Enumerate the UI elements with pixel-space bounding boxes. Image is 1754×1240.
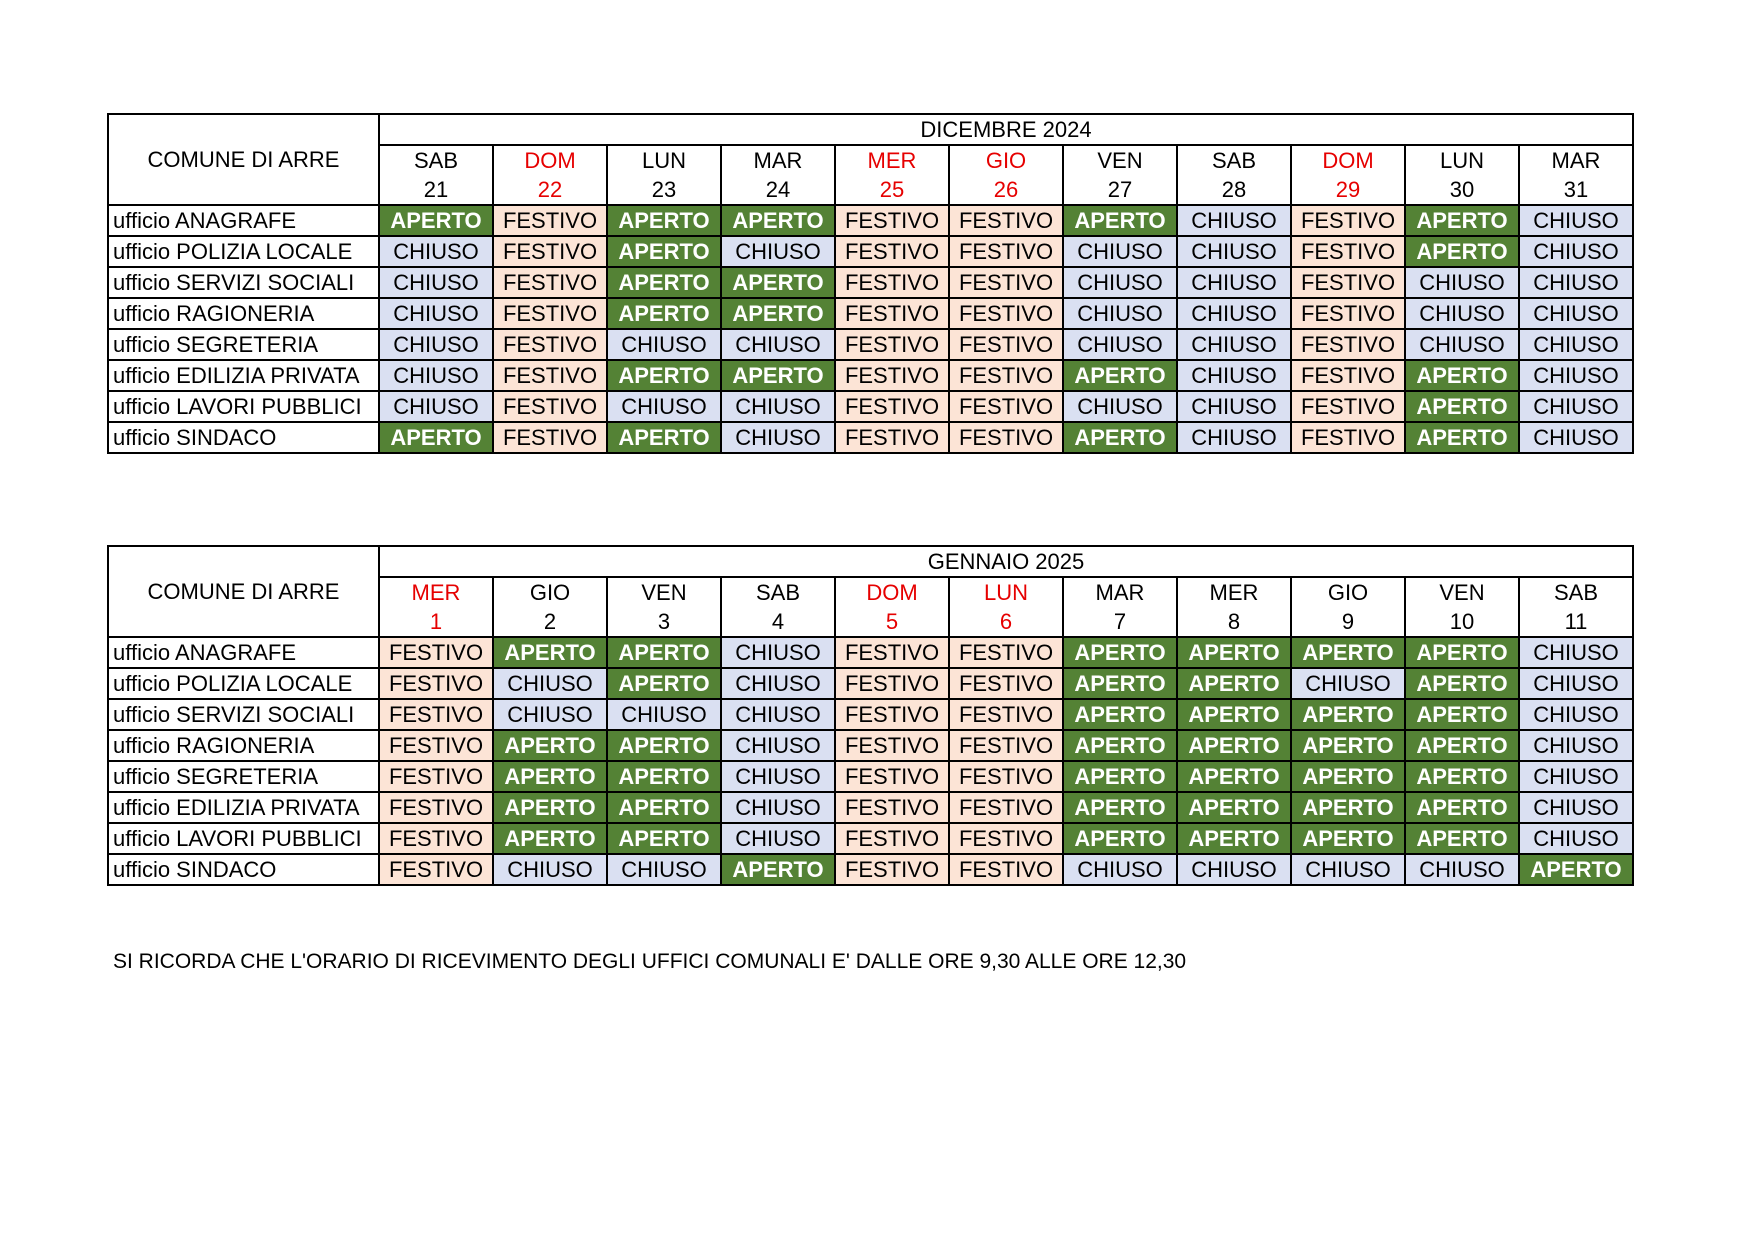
status-cell: FESTIVO [835,205,949,236]
office-name: ufficio SERVIZI SOCIALI [108,699,379,730]
status-cell: CHIUSO [1405,329,1519,360]
status-cell: CHIUSO [607,391,721,422]
status-cell: APERTO [1291,761,1405,792]
status-cell: CHIUSO [1177,391,1291,422]
schedule-table-january [107,545,1634,886]
status-cell: FESTIVO [493,205,607,236]
status-cell: APERTO [1405,205,1519,236]
status-cell: APERTO [1177,730,1291,761]
status-cell: APERTO [1063,668,1177,699]
day-number: 24 [721,175,835,205]
status-cell: FESTIVO [835,267,949,298]
status-cell: APERTO [1405,360,1519,391]
status-cell: CHIUSO [721,668,835,699]
day-name: MER [379,577,493,607]
status-cell: FESTIVO [949,823,1063,854]
day-number: 6 [949,607,1063,637]
status-cell: CHIUSO [1519,668,1633,699]
status-cell: CHIUSO [1519,422,1633,453]
status-cell: CHIUSO [1177,267,1291,298]
status-cell: APERTO [721,298,835,329]
status-cell: FESTIVO [1291,391,1405,422]
municipality-label: COMUNE DI ARRE [108,114,379,205]
status-cell: CHIUSO [493,668,607,699]
status-cell: CHIUSO [379,298,493,329]
status-cell: APERTO [493,792,607,823]
status-cell: FESTIVO [835,730,949,761]
status-cell: APERTO [721,854,835,885]
status-cell: FESTIVO [1291,267,1405,298]
status-cell: APERTO [1405,730,1519,761]
status-cell: APERTO [1405,236,1519,267]
status-cell: CHIUSO [1519,360,1633,391]
status-cell: FESTIVO [949,792,1063,823]
status-cell: APERTO [1063,205,1177,236]
status-cell: FESTIVO [1291,422,1405,453]
status-cell: APERTO [1405,699,1519,730]
day-name: MER [1177,577,1291,607]
status-cell: APERTO [1405,823,1519,854]
status-cell: APERTO [1291,637,1405,668]
day-number: 2 [493,607,607,637]
day-name: DOM [493,145,607,175]
month-header-row [108,546,1633,577]
day-name: SAB [1177,145,1291,175]
status-cell: CHIUSO [1519,792,1633,823]
day-number: 26 [949,175,1063,205]
status-cell: CHIUSO [721,823,835,854]
status-cell: APERTO [607,792,721,823]
status-cell: CHIUSO [1405,298,1519,329]
status-cell: APERTO [607,422,721,453]
day-number: 28 [1177,175,1291,205]
status-cell: APERTO [493,637,607,668]
status-cell: FESTIVO [949,360,1063,391]
day-number: 22 [493,175,607,205]
status-cell: FESTIVO [835,792,949,823]
status-cell: FESTIVO [949,854,1063,885]
office-name: ufficio ANAGRAFE [108,205,379,236]
status-cell: CHIUSO [1519,730,1633,761]
status-cell: FESTIVO [949,391,1063,422]
day-name: MAR [1519,145,1633,175]
month-title: DICEMBRE 2024 [379,114,1633,145]
status-cell: FESTIVO [949,637,1063,668]
status-cell: APERTO [1177,823,1291,854]
status-cell: CHIUSO [721,236,835,267]
status-cell: CHIUSO [493,854,607,885]
status-cell: FESTIVO [835,422,949,453]
status-cell: APERTO [1177,761,1291,792]
day-number: 8 [1177,607,1291,637]
status-cell: APERTO [721,360,835,391]
office-name: ufficio SERVIZI SOCIALI [108,267,379,298]
status-cell: APERTO [1405,792,1519,823]
status-cell: CHIUSO [607,329,721,360]
status-cell: FESTIVO [379,823,493,854]
status-cell: CHIUSO [1405,854,1519,885]
day-number: 9 [1291,607,1405,637]
status-cell: FESTIVO [949,205,1063,236]
status-cell: APERTO [607,668,721,699]
status-cell: CHIUSO [721,699,835,730]
status-cell: APERTO [1063,699,1177,730]
status-cell: APERTO [1063,422,1177,453]
day-name: GIO [1291,577,1405,607]
day-name: MAR [1063,577,1177,607]
status-cell: APERTO [607,360,721,391]
office-row [108,236,1633,267]
status-cell: CHIUSO [379,236,493,267]
status-cell: FESTIVO [1291,205,1405,236]
status-cell: CHIUSO [493,699,607,730]
month-header-row [108,114,1633,145]
status-cell: CHIUSO [721,730,835,761]
office-name: ufficio SINDACO [108,422,379,453]
status-cell: FESTIVO [493,267,607,298]
day-number: 7 [1063,607,1177,637]
status-cell: CHIUSO [1519,298,1633,329]
status-cell: APERTO [607,267,721,298]
status-cell: APERTO [1177,668,1291,699]
status-cell: FESTIVO [1291,360,1405,391]
status-cell: CHIUSO [1519,391,1633,422]
status-cell: APERTO [607,205,721,236]
status-cell: CHIUSO [1519,236,1633,267]
status-cell: APERTO [1291,730,1405,761]
status-cell: APERTO [1177,699,1291,730]
status-cell: CHIUSO [721,761,835,792]
status-cell: FESTIVO [835,699,949,730]
status-cell: FESTIVO [379,668,493,699]
status-cell: APERTO [607,637,721,668]
day-name: LUN [607,145,721,175]
footer-note: SI RICORDA CHE L'ORARIO DI RICEVIMENTO DEGLI UFFICI COMUNALI E' DALLE ORE 9,30 ALLE ORE 12,30 [113,950,1187,973]
office-row [108,637,1633,668]
status-cell: CHIUSO [1063,329,1177,360]
status-cell: FESTIVO [835,854,949,885]
day-number: 3 [607,607,721,637]
status-cell: CHIUSO [1405,267,1519,298]
status-cell: FESTIVO [1291,298,1405,329]
status-cell: FESTIVO [835,823,949,854]
status-cell: FESTIVO [949,236,1063,267]
status-cell: APERTO [1063,730,1177,761]
office-row [108,391,1633,422]
office-row [108,823,1633,854]
status-cell: FESTIVO [835,668,949,699]
status-cell: APERTO [721,267,835,298]
status-cell: FESTIVO [835,391,949,422]
day-number: 29 [1291,175,1405,205]
status-cell: FESTIVO [379,699,493,730]
status-cell: CHIUSO [1291,668,1405,699]
status-cell: APERTO [493,823,607,854]
status-cell: FESTIVO [493,329,607,360]
status-cell: FESTIVO [949,761,1063,792]
day-name: GIO [949,145,1063,175]
status-cell: CHIUSO [1177,236,1291,267]
office-name: ufficio RAGIONERIA [108,298,379,329]
office-row [108,761,1633,792]
status-cell: APERTO [379,422,493,453]
status-cell: APERTO [493,761,607,792]
day-name: SAB [379,145,493,175]
day-number: 31 [1519,175,1633,205]
day-name: GIO [493,577,607,607]
status-cell: FESTIVO [949,699,1063,730]
day-number: 1 [379,607,493,637]
status-cell: FESTIVO [379,854,493,885]
status-cell: CHIUSO [1063,236,1177,267]
office-name: ufficio POLIZIA LOCALE [108,668,379,699]
status-cell: CHIUSO [1177,205,1291,236]
status-cell: APERTO [493,730,607,761]
status-cell: FESTIVO [949,329,1063,360]
day-name: VEN [1405,577,1519,607]
office-row [108,267,1633,298]
status-cell: CHIUSO [1063,298,1177,329]
office-name: ufficio LAVORI PUBBLICI [108,823,379,854]
office-name: ufficio RAGIONERIA [108,730,379,761]
office-row [108,854,1633,885]
status-cell: CHIUSO [1519,823,1633,854]
status-cell: APERTO [1405,422,1519,453]
status-cell: CHIUSO [1519,637,1633,668]
office-row [108,298,1633,329]
day-number: 5 [835,607,949,637]
office-name: ufficio LAVORI PUBBLICI [108,391,379,422]
status-cell: APERTO [1291,792,1405,823]
status-cell: FESTIVO [835,329,949,360]
status-cell: APERTO [607,761,721,792]
status-cell: CHIUSO [1177,854,1291,885]
status-cell: APERTO [1063,792,1177,823]
status-cell: CHIUSO [1519,699,1633,730]
status-cell: CHIUSO [1519,267,1633,298]
schedule-table-december [107,113,1634,454]
office-row [108,668,1633,699]
status-cell: APERTO [1405,391,1519,422]
office-row [108,730,1633,761]
status-cell: FESTIVO [379,730,493,761]
status-cell: CHIUSO [379,360,493,391]
status-cell: CHIUSO [607,854,721,885]
status-cell: APERTO [1063,761,1177,792]
status-cell: FESTIVO [835,761,949,792]
status-cell: FESTIVO [493,360,607,391]
day-number: 11 [1519,607,1633,637]
office-row [108,360,1633,391]
status-cell: FESTIVO [949,422,1063,453]
status-cell: FESTIVO [379,761,493,792]
status-cell: CHIUSO [1063,391,1177,422]
status-cell: APERTO [721,205,835,236]
day-name: MAR [721,145,835,175]
status-cell: CHIUSO [379,391,493,422]
day-number: 30 [1405,175,1519,205]
office-name: ufficio SEGRETERIA [108,329,379,360]
status-cell: APERTO [1291,823,1405,854]
office-row [108,699,1633,730]
day-name: VEN [607,577,721,607]
office-name: ufficio ANAGRAFE [108,637,379,668]
status-cell: APERTO [607,236,721,267]
office-row [108,205,1633,236]
status-cell: CHIUSO [379,267,493,298]
status-cell: CHIUSO [1519,761,1633,792]
office-row [108,792,1633,823]
day-name: LUN [949,577,1063,607]
day-number: 27 [1063,175,1177,205]
status-cell: CHIUSO [721,422,835,453]
status-cell: APERTO [607,298,721,329]
day-number: 23 [607,175,721,205]
status-cell: APERTO [1063,360,1177,391]
municipality-label: COMUNE DI ARRE [108,546,379,637]
status-cell: CHIUSO [607,699,721,730]
month-title: GENNAIO 2025 [379,546,1633,577]
office-row [108,422,1633,453]
status-cell: CHIUSO [1177,360,1291,391]
office-name: ufficio EDILIZIA PRIVATA [108,360,379,391]
status-cell: APERTO [1177,792,1291,823]
status-cell: APERTO [607,823,721,854]
status-cell: FESTIVO [835,298,949,329]
status-cell: CHIUSO [1177,298,1291,329]
day-name: DOM [1291,145,1405,175]
status-cell: APERTO [1291,699,1405,730]
status-cell: CHIUSO [1291,854,1405,885]
status-cell: CHIUSO [1063,854,1177,885]
status-cell: CHIUSO [1063,267,1177,298]
status-cell: APERTO [1063,823,1177,854]
office-name: ufficio POLIZIA LOCALE [108,236,379,267]
status-cell: APERTO [1177,637,1291,668]
day-name: SAB [1519,577,1633,607]
day-name: VEN [1063,145,1177,175]
office-row [108,329,1633,360]
status-cell: FESTIVO [379,637,493,668]
day-name: MER [835,145,949,175]
status-cell: FESTIVO [949,267,1063,298]
status-cell: FESTIVO [835,360,949,391]
status-cell: CHIUSO [721,792,835,823]
status-cell: APERTO [1405,637,1519,668]
status-cell: APERTO [1405,761,1519,792]
status-cell: FESTIVO [493,236,607,267]
status-cell: FESTIVO [1291,236,1405,267]
office-name: ufficio SEGRETERIA [108,761,379,792]
day-number: 21 [379,175,493,205]
status-cell: APERTO [607,730,721,761]
status-cell: FESTIVO [835,236,949,267]
day-number: 25 [835,175,949,205]
day-name: LUN [1405,145,1519,175]
office-name: ufficio SINDACO [108,854,379,885]
status-cell: FESTIVO [949,730,1063,761]
office-name: ufficio EDILIZIA PRIVATA [108,792,379,823]
status-cell: APERTO [1519,854,1633,885]
status-cell: CHIUSO [721,637,835,668]
status-cell: FESTIVO [949,668,1063,699]
status-cell: CHIUSO [1177,329,1291,360]
status-cell: CHIUSO [379,329,493,360]
status-cell: FESTIVO [493,298,607,329]
status-cell: FESTIVO [379,792,493,823]
status-cell: FESTIVO [835,637,949,668]
status-cell: APERTO [379,205,493,236]
status-cell: CHIUSO [1519,205,1633,236]
status-cell: FESTIVO [949,298,1063,329]
status-cell: FESTIVO [1291,329,1405,360]
day-number: 4 [721,607,835,637]
day-number: 10 [1405,607,1519,637]
status-cell: APERTO [1405,668,1519,699]
status-cell: FESTIVO [493,422,607,453]
status-cell: FESTIVO [493,391,607,422]
status-cell: CHIUSO [721,329,835,360]
day-name: DOM [835,577,949,607]
status-cell: CHIUSO [721,391,835,422]
status-cell: APERTO [1063,637,1177,668]
status-cell: CHIUSO [1519,329,1633,360]
day-name: SAB [721,577,835,607]
status-cell: CHIUSO [1177,422,1291,453]
